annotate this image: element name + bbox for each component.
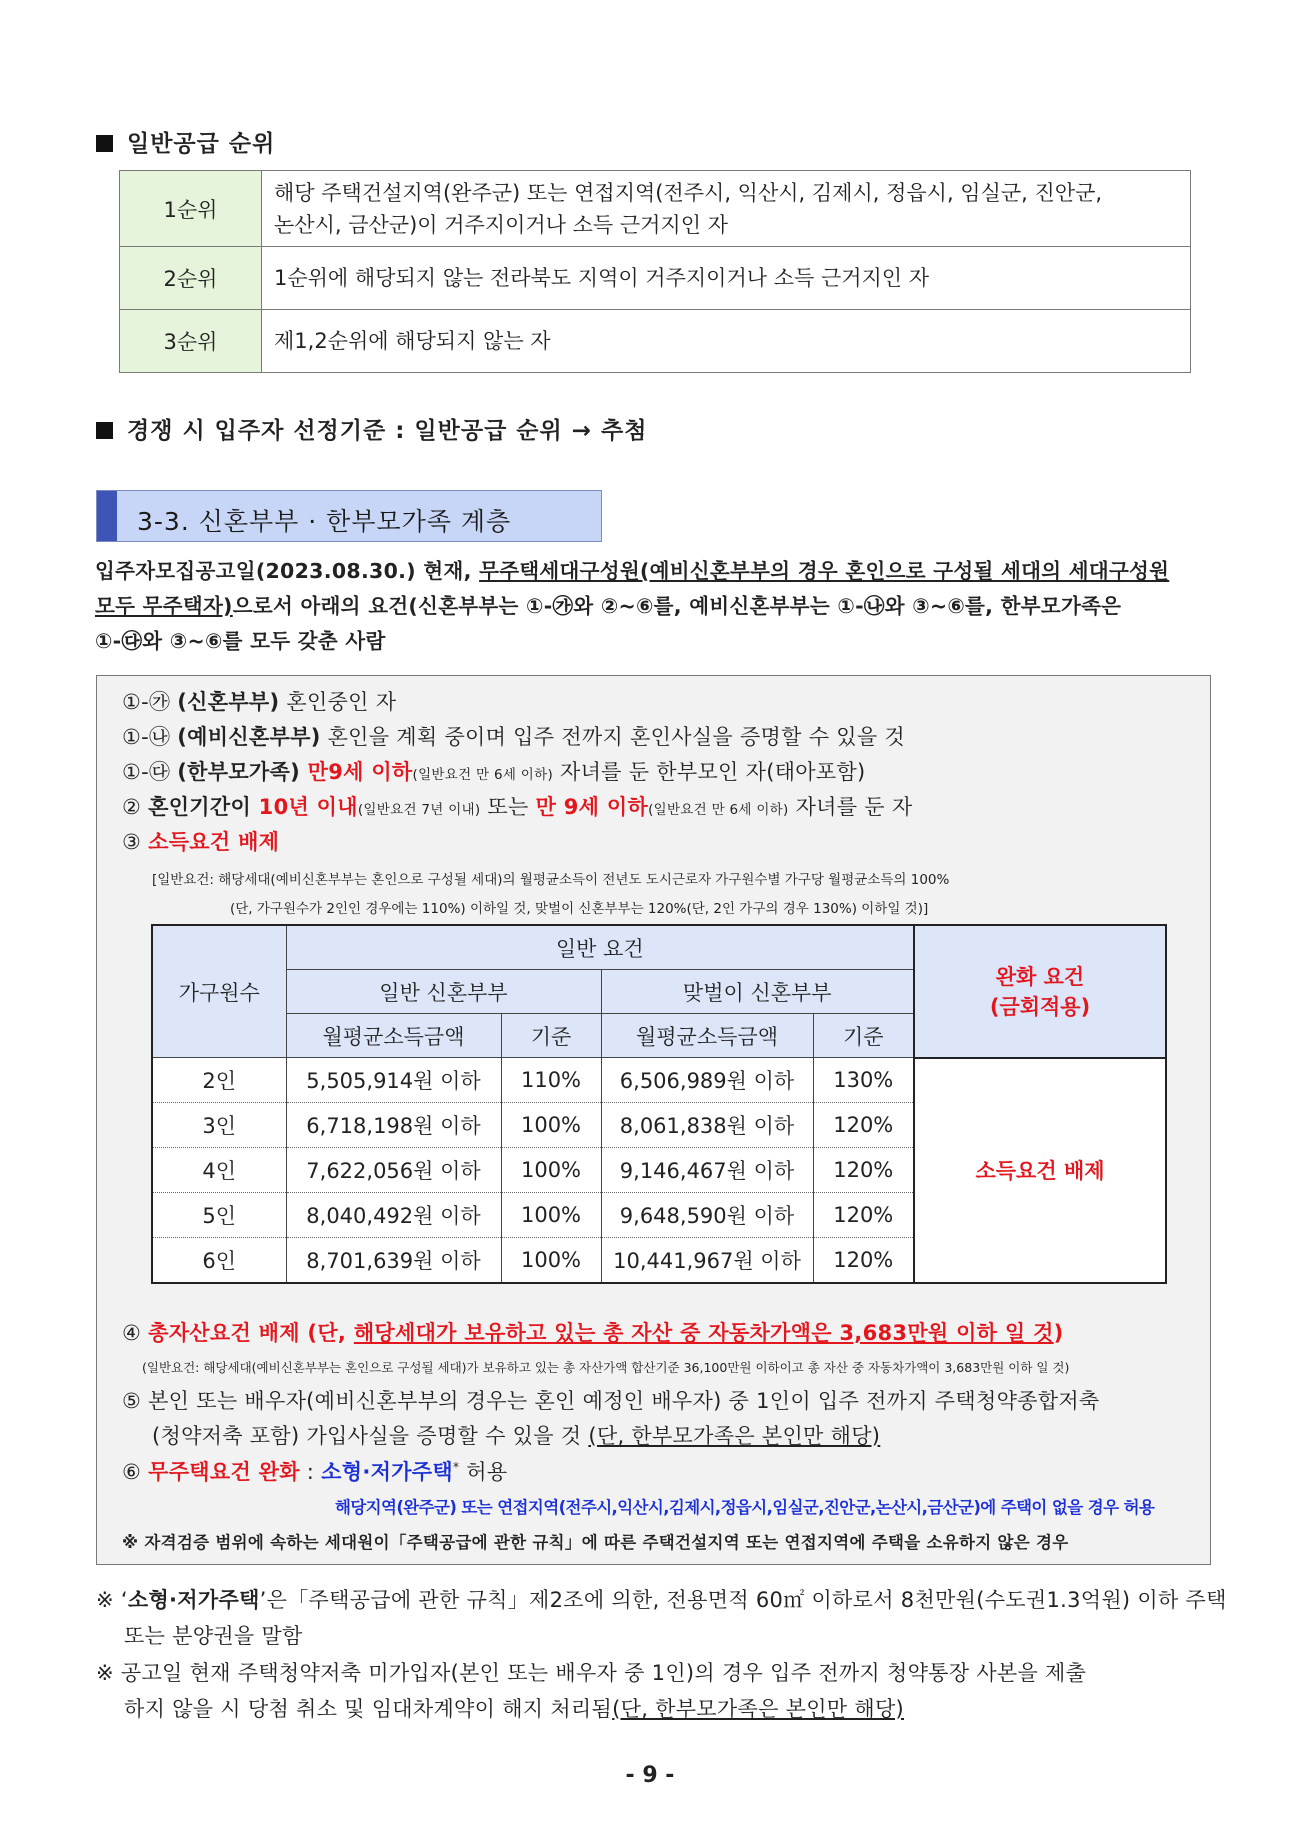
header-dual: 맞벌이 신혼부부 bbox=[601, 970, 914, 1014]
rank-desc: 제1,2순위에 해당되지 않는 자 bbox=[262, 310, 1191, 373]
competition-heading: 경쟁 시 입주자 선정기준 : 일반공급 순위 → 추첨 bbox=[96, 412, 647, 445]
req-6-note: ※ 자격검증 범위에 속하는 세대원이「주택공급에 관한 규칙」에 따른 주택건설지역 또는 연접지역에 주택을 소유하지 않은 경우 bbox=[122, 1533, 1069, 1552]
req-3-note-2: (단, 가구원수가 2인인 경우에는 110%) 이하일 것, 맞벌이 신혼부부는 120%(단, 2인 가구의 경우 130%) 이하일 것)] bbox=[230, 901, 929, 917]
header-general: 일반 요건 bbox=[286, 925, 914, 970]
rank-cell: 2순위 bbox=[120, 247, 262, 310]
req-3-note-1: [일반요건: 해당세대(예비신혼부부는 혼인으로 구성될 세대)의 월평균소득이 전년도 도시근로자 가구원수별 가구당 월평균소득의 100% bbox=[152, 872, 950, 888]
req-1c: ①-㉰ (한부모가족) 만9세 이하(일반요건 만 6세 이하) 자녀를 둔 한부모인 자(태아포함) bbox=[122, 760, 866, 784]
req-4: ④ 총자산요건 배제 (단, 해당세대가 보유하고 있는 총 자산 중 자동차가액은 3,683만원 이하 일 것) bbox=[122, 1321, 1064, 1345]
req-5-line-1: ⑤ 본인 또는 배우자(예비신혼부부의 경우는 혼인 예정인 배우자) 중 1인이 입주 전까지 주택청약종합저축 bbox=[122, 1389, 1100, 1413]
rank-cell: 1순위 bbox=[120, 171, 262, 247]
req-5-line-2: (청약저축 포함) 가입사실을 증명할 수 있을 것 (단, 한부모가족은 본인만 해당) bbox=[152, 1424, 881, 1448]
req-3: ③ 소득요건 배제 bbox=[122, 830, 280, 854]
header-single: 일반 신혼부부 bbox=[286, 970, 601, 1014]
section-title: 3-3. 신혼부부 · 한부모가족 계층 bbox=[137, 507, 512, 536]
table-row bbox=[120, 247, 1191, 310]
req-4-note: (일반요건: 해당세대(예비신혼부부는 혼인으로 구성될 세대)가 보유하고 있는 총 자산가액 합산기준 36,100만원 이하이고 총 자산 중 자동차가액이 3,683만원 이하 일 것) bbox=[142, 1360, 1070, 1375]
header-income: 월평균소득금액 bbox=[601, 1014, 813, 1058]
header-std: 기준 bbox=[501, 1014, 601, 1058]
table-row bbox=[120, 310, 1191, 373]
income-table bbox=[151, 924, 1167, 1284]
header-household: 가구원수 bbox=[152, 925, 286, 1058]
page-number: - 9 - bbox=[625, 1763, 675, 1788]
table-row: 5인 8,040,492원 이하 100% 9,648,590원 이하 120% bbox=[152, 1193, 1166, 1238]
table-row: 2인 5,505,914원 이하 110% 6,506,989원 이하 130% 소득요건 배제 bbox=[152, 1058, 1166, 1103]
section-accent-bar bbox=[97, 491, 117, 541]
header-income: 월평균소득금액 bbox=[286, 1014, 501, 1058]
intro-paragraph: 입주자모집공고일(2023.08.30.) 현재, 무주택세대구성원(예비신혼부부의 경우 혼인으로 구성될 세대의 세대구성원 모두 무주택자)으로서 아래의 요건(신혼부부는 ①-㉮와 ②~⑥를, 예비신혼부부는 ①-㉯와 ③~⑥를, 한부모가족은 ①-㉰와 ③~⑥를 모두 갖춘 사람 bbox=[95, 559, 1170, 653]
rank-desc: 1순위에 해당되지 않는 전라북도 지역이 거주지이거나 소득 근거지인 자 bbox=[262, 247, 1191, 310]
relaxed-value: 소득요건 배제 bbox=[914, 1058, 1166, 1283]
table-row: 4인 7,622,056원 이하 100% 9,146,467원 이하 120% bbox=[152, 1148, 1166, 1193]
table-row bbox=[120, 171, 1191, 247]
req-2: ② 혼인기간이 10년 이내(일반요건 7년 이내) 또는 만 9세 이하(일반요건 만 6세 이하) 자녀를 둔 자 bbox=[122, 795, 913, 819]
header-std: 기준 bbox=[813, 1014, 914, 1058]
table-row: 3인 6,718,198원 이하 100% 8,061,838원 이하 120% bbox=[152, 1103, 1166, 1148]
footnote-2: ※ 공고일 현재 주택청약저축 미가입자(본인 또는 배우자 중 1인)의 경우 입주 전까지 청약통장 사본을 제출 하지 않을 시 당첨 취소 및 임대차계약이 해지 처리됨(단, 한부모가족은 본인만 해당) bbox=[96, 1661, 1087, 1721]
rank-desc: 해당 주택건설지역(완주군) 또는 연접지역(전주시, 익산시, 김제시, 정읍시, 임실군, 진안군, 논산시, 금산군)이 거주지이거나 소득 근거지인 자 bbox=[262, 171, 1191, 247]
rank-cell: 3순위 bbox=[120, 310, 262, 373]
req-6-detail: 해당지역(완주군) 또는 연접지역(전주시,익산시,김제시,정읍시,임실군,진안군,논산시,금산군)에 주택이 없을 경우 허용 bbox=[335, 1498, 1155, 1517]
square-bullet-icon bbox=[96, 422, 113, 439]
rank-table bbox=[119, 170, 1191, 373]
req-6: ⑥ 무주택요건 완화 : 소형·저가주택* 허용 bbox=[122, 1460, 508, 1484]
footnote-1: ※ ‘소형·저가주택’은「주택공급에 관한 규칙」제2조에 의한, 전용면적 60㎡ 이하로서 8천만원(수도권1.3억원) 이하 주택 또는 분양권을 말함 bbox=[96, 1588, 1227, 1648]
rank-section-heading: 일반공급 순위 bbox=[96, 125, 275, 158]
square-bullet-icon bbox=[96, 135, 113, 152]
section-title-box bbox=[96, 490, 602, 542]
header-relaxed: 완화 요건 (금회적용) bbox=[914, 925, 1166, 1058]
req-1b: ①-㉯ (예비신혼부부) 혼인을 계획 중이며 입주 전까지 혼인사실을 증명할 수 있을 것 bbox=[122, 725, 905, 749]
table-row: 6인 8,701,639원 이하 100% 10,441,967원 이하 120% bbox=[152, 1238, 1166, 1283]
req-1a: ①-㉮ (신혼부부) 혼인중인 자 bbox=[122, 690, 397, 714]
